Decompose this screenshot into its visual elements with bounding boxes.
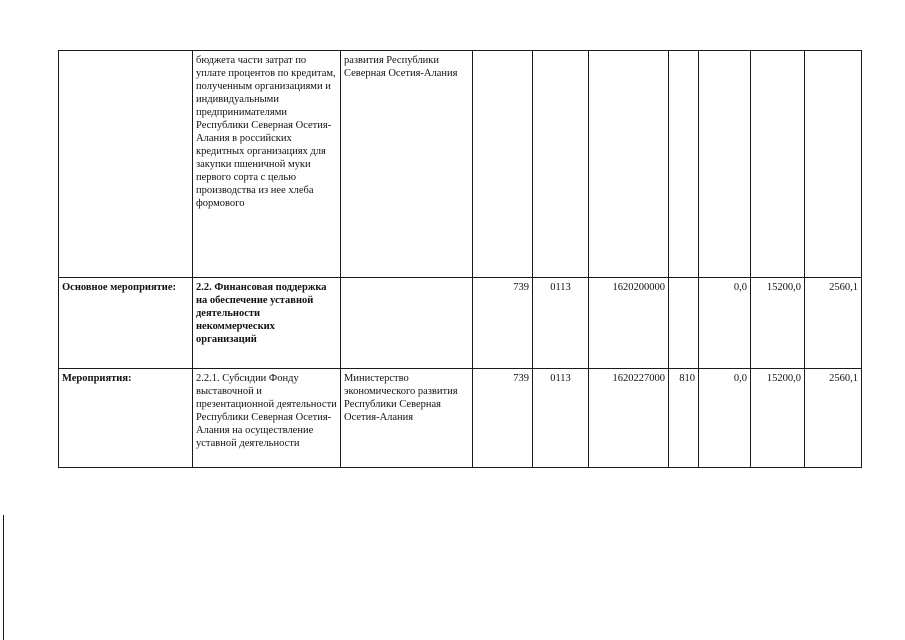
grbs-cell: [473, 51, 533, 278]
table-row: [59, 51, 862, 278]
csr-cell: 1620200000: [589, 278, 669, 369]
grbs-cell: 739: [473, 369, 533, 468]
name-cell: 2.2.1. Субсидии Фонду выставочной и презентационной деятельности Республики Северная Осетия-Алания на осуществление уставной деятельности: [193, 369, 341, 468]
vr-cell: [669, 278, 699, 369]
value-3-cell: 2560,1: [805, 369, 862, 468]
value-2-cell: 15200,0: [751, 369, 805, 468]
executor-cell: Министерство экономического развития Республики Северная Осетия-Алания: [341, 369, 473, 468]
table-row: [59, 278, 862, 369]
value-3-cell: [805, 51, 862, 278]
value-1-cell: 0,0: [699, 369, 751, 468]
csr-cell: [589, 51, 669, 278]
scan-margin-line: [3, 515, 4, 640]
table-row: [59, 369, 862, 468]
type-cell: Основное мероприятие:: [59, 278, 193, 369]
program-table: [58, 50, 862, 468]
type-cell: [59, 51, 193, 278]
value-1-cell: 0,0: [699, 278, 751, 369]
value-2-cell: 15200,0: [751, 278, 805, 369]
rzpr-cell: [533, 51, 589, 278]
executor-cell: [341, 278, 473, 369]
name-cell: бюджета части затрат по уплате процентов по кредитам, полученным организациями и индивидуальными предпринимателями Республики Северная Осетия-Алания в российских кредитных организациях для закупки пшеничной муки первого сорта с целью производства из нее хлеба формового: [193, 51, 341, 278]
value-2-cell: [751, 51, 805, 278]
csr-cell: 1620227000: [589, 369, 669, 468]
grbs-cell: 739: [473, 278, 533, 369]
value-3-cell: 2560,1: [805, 278, 862, 369]
type-cell: Мероприятия:: [59, 369, 193, 468]
rzpr-cell: 0113: [533, 369, 589, 468]
vr-cell: 810: [669, 369, 699, 468]
vr-cell: [669, 51, 699, 278]
name-cell: 2.2. Финансовая поддержка на обеспечение уставной деятельности некоммерческих организаций: [193, 278, 341, 369]
value-1-cell: [699, 51, 751, 278]
executor-cell: развития Республики Северная Осетия-Алания: [341, 51, 473, 278]
rzpr-cell: 0113: [533, 278, 589, 369]
